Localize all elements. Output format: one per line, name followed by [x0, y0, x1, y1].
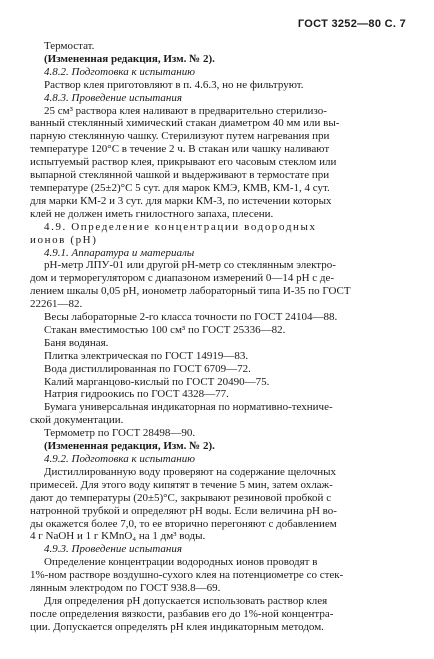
- document-body: [30, 40, 408, 634]
- text-line: лянным электродом по ГОСТ 938.8—69.: [30, 582, 221, 595]
- text-line: примесей. Для этого воду кипятят в течение 5 мин, затем охлаж-: [30, 478, 333, 491]
- text-line: Натрия гидроокись по ГОСТ 4328—77.: [44, 388, 229, 401]
- text-line: Стакан вместимостью 100 см³ по ГОСТ 25336—82.: [44, 323, 286, 336]
- text-line: Калий марганцово-кислый по ГОСТ 20490—75.: [44, 375, 270, 388]
- amendment-note: (Измененная редакция, Изм. № 2).: [44, 440, 215, 453]
- text-line: температуре 120°С в течение 2 ч. В стакан или чашку наливают: [30, 143, 330, 156]
- text-line: парную стеклянную чашку. Стерилизуют путем нагревания при: [30, 130, 330, 143]
- text-line: ды окажется более 7,0, то ее вторично перегоняют с добавлением: [30, 517, 337, 530]
- text-line: 1%-ном растворе воздушно-сухого клея на потенциометре со стек-: [30, 569, 344, 582]
- text-line: 25 см³ раствора клея наливают в предварительно стерилизо-: [44, 104, 327, 117]
- amendment-note: (Измененная редакция, Изм. № 2).: [44, 52, 215, 65]
- text-line: температуре (25±2)°С 5 сут. для марок КМЭ, КМВ, КМ-1, 4 сут.: [30, 181, 330, 194]
- text-line: выпарной стеклянной чашкой и выдерживают в термостате при: [30, 169, 330, 182]
- text-line: Плитка электрическая по ГОСТ 14919—83.: [44, 349, 249, 362]
- text-line: Раствор клея приготовляют в п. 4.6.3, но не фильтруют.: [44, 78, 304, 91]
- text-line: для марки КМ-2 и 3 сут. для марки КМ-3, по истечении которых: [30, 194, 332, 207]
- text-line: рН-метр ЛПУ-01 или другой рН-метр со стеклянным электро-: [44, 259, 336, 272]
- text-line: Термометр по ГОСТ 28498—90.: [44, 427, 196, 440]
- section-heading: 4.9. Определение концентрации водородных: [44, 220, 317, 233]
- text-line: клей не должен иметь гнилостного запаха, плесени.: [30, 207, 274, 220]
- text-line: ской документации.: [30, 414, 124, 427]
- text-line: ции. Допускается определять рН клея индикаторным методом.: [30, 620, 324, 633]
- text-line: испытуемый раствор клея, прикрывают его часовым стеклом или: [30, 156, 337, 169]
- text-line: Весы лабораторные 2-го класса точности по ГОСТ 24104—88.: [44, 311, 338, 324]
- subsection-heading: 4.9.2. Подготовка к испытанию: [44, 453, 196, 465]
- text-line: Вода дистиллированная по ГОСТ 6709—72.: [44, 362, 251, 375]
- section-heading: ионов (рН): [30, 233, 98, 246]
- subsection-heading: 4.9.1. Аппаратура и материалы: [44, 246, 195, 259]
- text-line: дом и терморегулятором с диапазоном измерений 0—14 рН с де-: [30, 272, 335, 285]
- text-line: 4 г NaOH и 1 г KMnO₄ на 1 дм³ воды.: [30, 530, 206, 543]
- text-line: Бумага универсальная индикаторная по нормативно-техниче-: [44, 401, 333, 414]
- text-line: лением шкалы 0,05 рН, ионометр лабораторный типа И-35 по ГОСТ: [30, 285, 351, 298]
- text-line: Баня водяная.: [44, 336, 109, 349]
- subsection-heading: 4.8.2. Подготовка к испытанию: [44, 65, 196, 78]
- text-line: 22261—82.: [30, 298, 83, 311]
- text-line: после определения вязкости, разбавив его до 1%-ной концентра-: [30, 607, 334, 620]
- subsection-heading: 4.8.3. Проведение испытания: [44, 91, 182, 104]
- page-header: ГОСТ 3252—80 С. 7: [297, 18, 406, 30]
- text-line: Для определения рН допускается использовать раствор клея: [44, 594, 328, 607]
- subsection-heading: 4.9.3. Проведение испытания: [44, 543, 182, 556]
- text-line: Термостат.: [44, 40, 95, 52]
- text-line: натронной трубкой и определяют рН воды. Если величина рН во-: [30, 504, 337, 517]
- text-line: дают до температуры (20±5)°С, закрывают резиновой пробкой с: [30, 491, 332, 504]
- text-line: Дистиллированную воду проверяют на содержание щелочных: [44, 465, 337, 478]
- text-line: ванный стеклянный химический стакан диаметром 40 мм или вы-: [30, 117, 340, 130]
- text-line: Определение концентрации водородных ионов проводят в: [44, 556, 318, 569]
